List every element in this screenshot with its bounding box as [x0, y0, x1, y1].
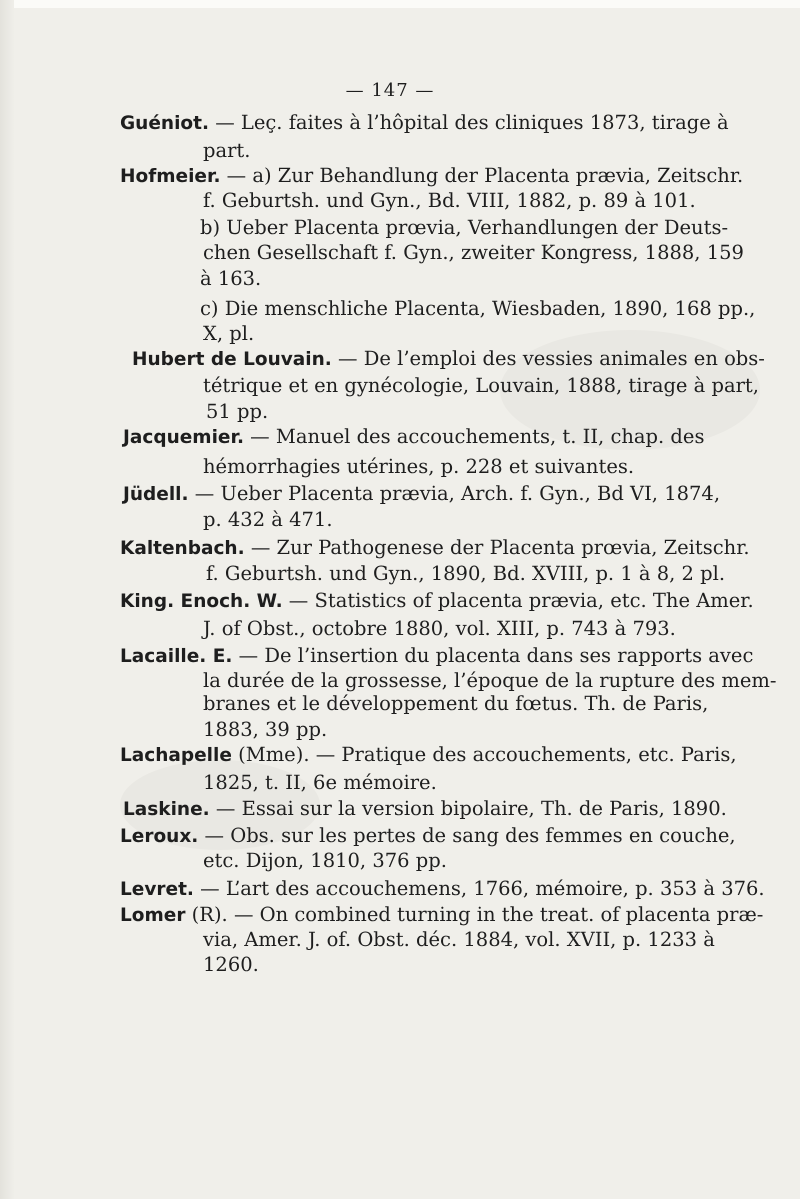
citation-text: — De l’insertion du placenta dans ses rapports avec: [232, 644, 754, 667]
citation-text: — De l’emploi des vessies animales en obs-: [331, 347, 765, 370]
author-name: Lachapelle: [120, 745, 232, 766]
citation-text: 1825, t. II, 6e mémoire.: [203, 771, 437, 794]
entry-continuation-line: [203, 771, 437, 795]
citation-text: p. 432 à 471.: [203, 508, 333, 531]
citation-text: 1260.: [203, 953, 259, 976]
page-number: — 147 —: [345, 80, 435, 101]
citation-text: — Ueber Placenta prævia, Arch. f. Gyn., Bd VI, 1874,: [188, 482, 721, 505]
citation-text: f. Geburtsh. und Gyn., 1890, Bd. XVIII, p. 1 à 8, 2 pl.: [206, 562, 726, 585]
citation-text: à 163.: [200, 267, 262, 290]
citation-text: — a) Zur Behandlung der Placenta prævia, Zeitschr.: [220, 164, 744, 187]
entry-continuation-line: [206, 562, 726, 586]
author-name: King. Enoch. W.: [120, 591, 283, 612]
author-name: Leroux.: [120, 826, 199, 847]
entry-first-line: [123, 797, 727, 822]
citation-text: la durée de la grossesse, l’époque de la rupture des mem-: [203, 669, 777, 692]
citation-text: f. Geburtsh. und Gyn., Bd. VIII, 1882, p. 89 à 101.: [203, 189, 696, 212]
entry-first-line: [132, 347, 765, 372]
author-name: Lacaille. E.: [120, 646, 233, 667]
entry-continuation-line: [203, 692, 709, 716]
entry-first-line: [120, 536, 750, 561]
citation-text: 1883, 39 pp.: [203, 718, 328, 741]
citation-text: part.: [203, 139, 251, 162]
entry-first-line: [120, 644, 754, 669]
entry-continuation-line: [203, 617, 676, 641]
entry-continuation-line: [203, 189, 696, 213]
citation-text: etc. Dijon, 1810, 376 pp.: [203, 849, 447, 872]
entry-first-line: [120, 111, 729, 136]
author-name: Lomer: [120, 905, 186, 926]
entry-continuation-line: [203, 374, 759, 398]
entry-continuation-line: [203, 455, 634, 479]
entry-continuation-line: [203, 669, 777, 693]
entry-continuation-line: [203, 953, 259, 977]
entry-first-line: [123, 482, 721, 507]
author-name: Hofmeier.: [120, 166, 221, 187]
author-name: Levret.: [120, 879, 194, 900]
citation-text: J. of Obst., octobre 1880, vol. XIII, p. 743 à 793.: [203, 617, 676, 640]
entry-continuation-line: [203, 508, 333, 532]
citation-text: hémorrhagies utérines, p. 228 et suivantes.: [203, 455, 635, 478]
entry-first-line: [120, 824, 736, 849]
citation-text: (Mme). — Pratique des accouchements, etc. Paris,: [231, 743, 737, 766]
entry-continuation-line: [203, 718, 327, 742]
entry-first-line: [120, 903, 764, 928]
entry-continuation-line: [203, 928, 715, 952]
citation-text: X, pl.: [203, 322, 255, 345]
entry-continuation-line: [203, 139, 250, 163]
citation-text: — L’art des accouchemens, 1766, mémoire, p. 353 à 376.: [193, 877, 765, 900]
citation-text: — Leç. faites à l’hôpital des cliniques 1873, tirage à: [209, 111, 729, 134]
page-edge-top: [0, 0, 800, 8]
entry-first-line: [120, 164, 744, 189]
citation-text: branes et le développement du fœtus. Th. de Paris,: [203, 692, 709, 715]
entry-continuation-line: [200, 267, 261, 291]
author-name: Jacquemier.: [123, 427, 244, 448]
citation-text: — Obs. sur les pertes de sang des femmes en couche,: [198, 824, 736, 847]
entry-continuation-line: [203, 849, 447, 873]
citation-text: (R). — On combined turning in the treat. of placenta præ-: [185, 903, 764, 926]
citation-text: via, Amer. J. of. Obst. déc. 1884, vol. XVII, p. 1233 à: [203, 928, 715, 951]
citation-text: tétrique et en gynécologie, Louvain, 1888, tirage à part,: [203, 374, 759, 397]
entry-first-line: [120, 743, 737, 768]
citation-text: c) Die menschliche Placenta, Wiesbaden, 1890, 168 pp.,: [200, 297, 756, 320]
citation-text: 51 pp.: [206, 400, 269, 423]
citation-text: — Essai sur la version bipolaire, Th. de Paris, 1890.: [209, 797, 727, 820]
citation-text: chen Gesellschaft f. Gyn., zweiter Kongress, 1888, 159: [203, 241, 744, 264]
entry-first-line: [120, 877, 765, 902]
citation-text: — Statistics of placenta prævia, etc. The Amer.: [282, 589, 754, 612]
citation-text: b) Ueber Placenta prœvia, Verhandlungen der Deuts-: [200, 216, 729, 239]
entry-first-line: [120, 589, 754, 614]
entry-continuation-line: [203, 241, 744, 265]
author-name: Kaltenbach.: [120, 538, 245, 559]
author-name: Jüdell.: [123, 484, 189, 505]
entry-continuation-line: [200, 297, 756, 321]
entry-continuation-line: [203, 322, 254, 346]
citation-text: — Manuel des accouchements, t. II, chap. des: [243, 425, 705, 448]
page-edge-left: [0, 0, 14, 1199]
entry-first-line: [123, 425, 705, 450]
author-name: Hubert de Louvain.: [132, 349, 332, 370]
entry-continuation-line: [206, 400, 268, 424]
author-name: Laskine.: [123, 799, 210, 820]
citation-text: — Zur Pathogenese der Placenta prœvia, Zeitschr.: [244, 536, 750, 559]
entry-continuation-line: [200, 216, 729, 240]
author-name: Guéniot.: [120, 113, 209, 134]
